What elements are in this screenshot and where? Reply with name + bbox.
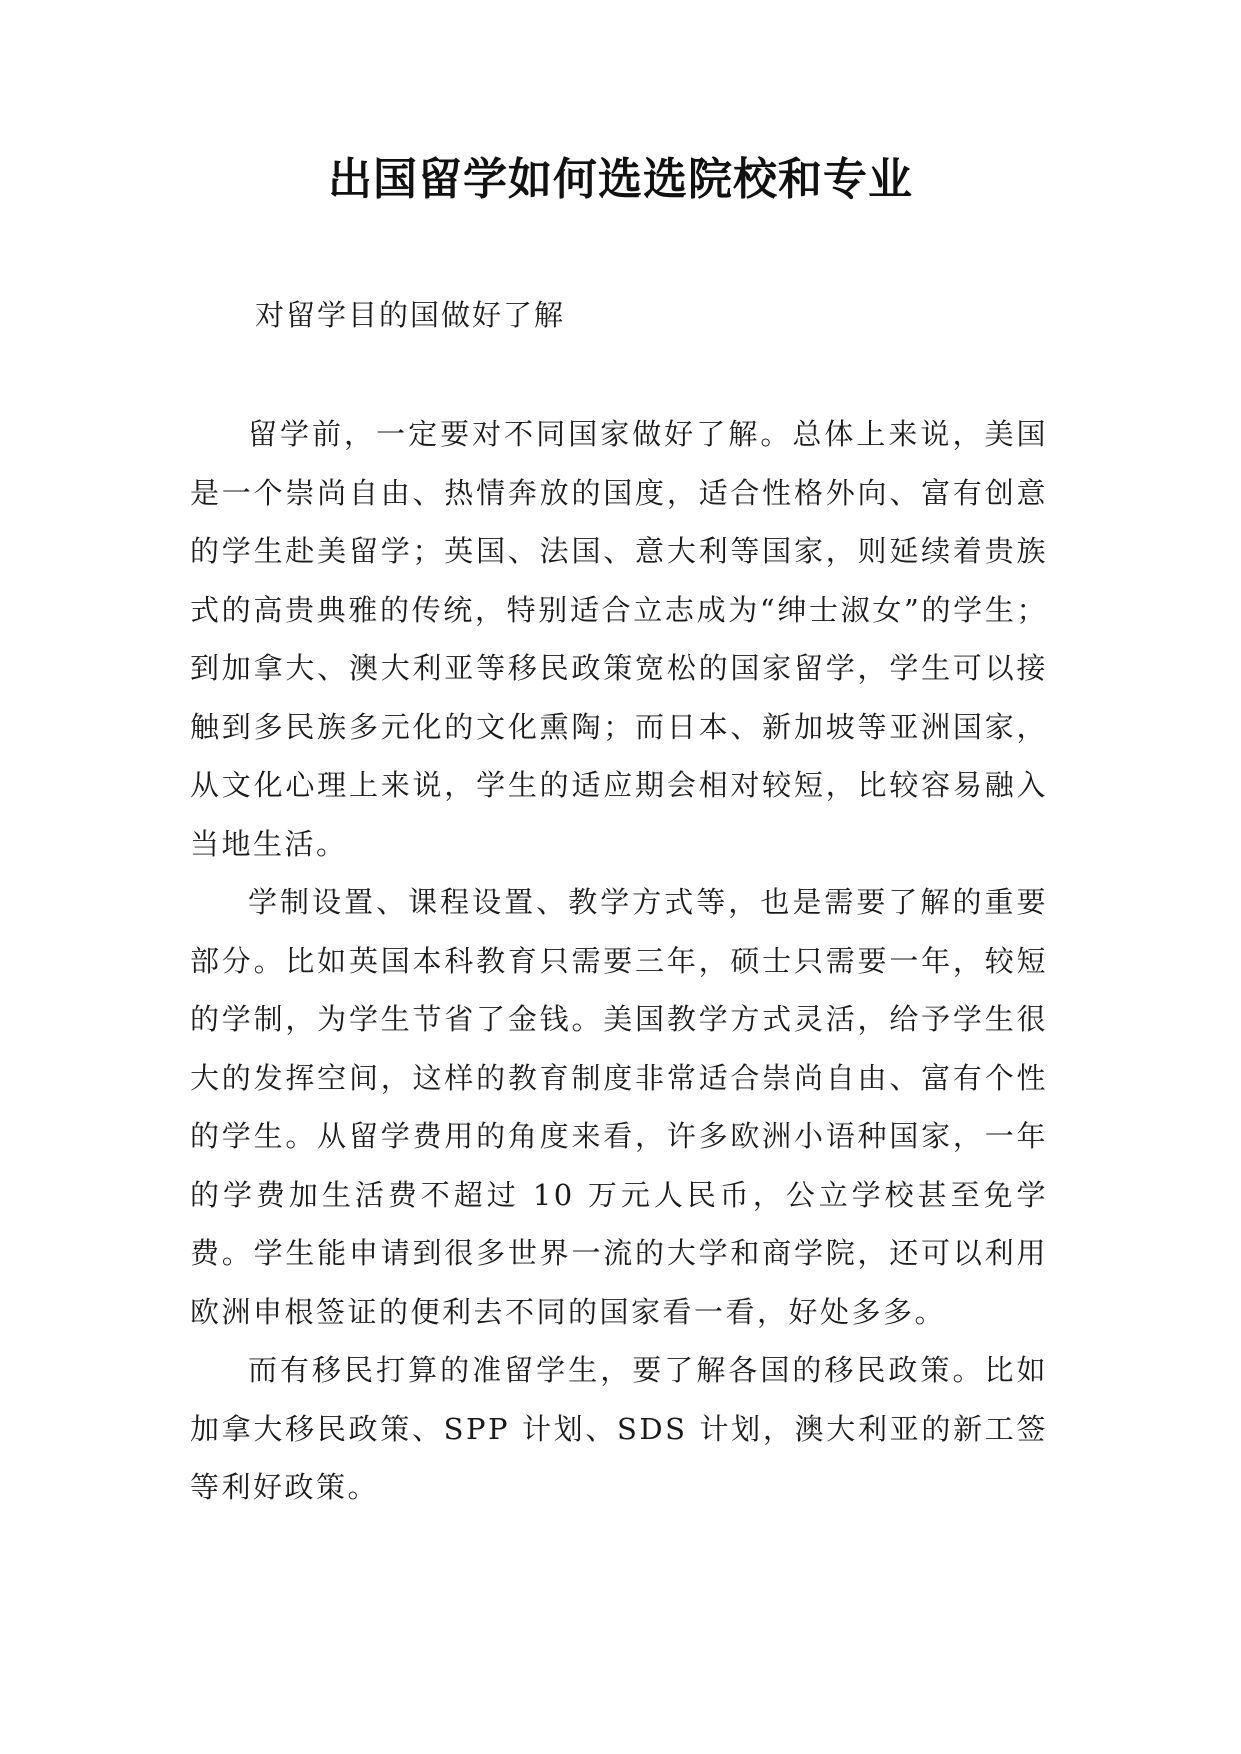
paragraph-education-system: 学制设置、课程设置、教学方式等，也是需要了解的重要部分。比如英国本科教育只需要三年，硕士只需要一年，较短的学制，为学生节省了金钱。美国教学方式灵活，给予学生很大的发挥空间，这样的教育制度非常适合崇尚自由、富有个性的学生。从留学费用的角度来看，许多欧洲小语种国家，一年的学费加生活费不超过 10 万元人民币，公立学校甚至免学费。学生能申请到很多世界一流的大学和商学院，还可以利用欧洲申根签证的便利去不同的国家看一看，好处多多。: [190, 885, 1048, 1329]
document-body: [190, 405, 1048, 1517]
section-heading: 对留学目的国做好了解: [255, 298, 566, 332]
paragraph-countries: 留学前，一定要对不同国家做好了解。总体上来说，美国是一个崇尚自由、热情奔放的国度，适合性格外向、富有创意的学生赴美留学；英国、法国、意大利等国家，则延续着贵族式的高贵典雅的传统，特别适合立志成为“绅士淑女”的学生；到加拿大、澳大利亚等移民政策宽松的国家留学，学生可以接触到多民族多元化的文化熏陶；而日本、新加坡等亚洲国家，从文化心理上来说，学生的适应期会相对较短，比较容易融入当地生活。: [190, 417, 1048, 861]
document-title: 出国留学如何选选院校和专业: [328, 154, 913, 205]
paragraph-immigration: 而有移民打算的准留学生，要了解各国的移民政策。比如加拿大移民政策、SPP 计划、SDS 计划，澳大利亚的新工签等利好政策。: [190, 1353, 1048, 1504]
